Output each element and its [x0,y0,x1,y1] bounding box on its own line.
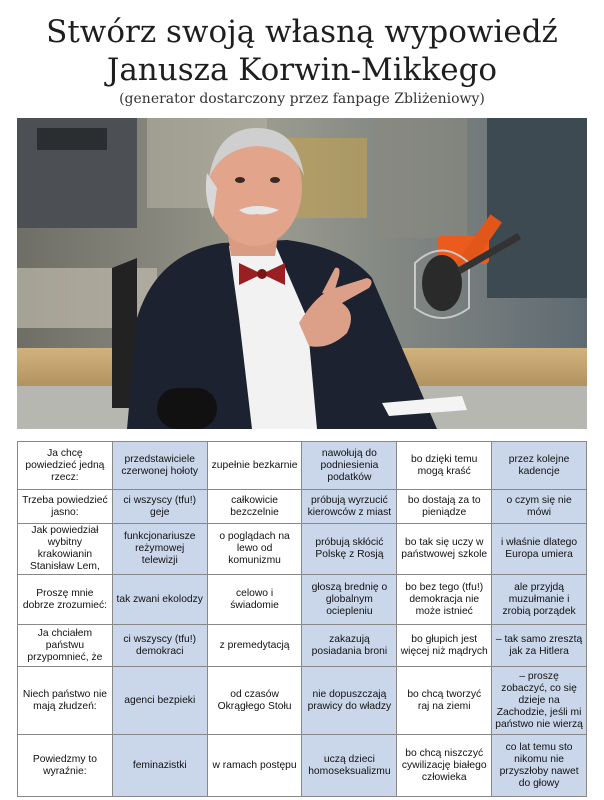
table-cell: agenci bezpieki [112,667,207,735]
table-cell: ale przyjdą muzułmanie i zrobią porządek [492,575,587,625]
table-row [18,524,587,575]
table-cell: o czym się nie mówi [492,490,587,524]
table-cell: Ja chcę powiedzieć jedną rzecz: [18,442,113,490]
table-cell: zakazują posiadania broni [302,625,397,667]
table-cell: celowo i świadomie [207,575,302,625]
table-cell: przedstawiciele czerwonej hołoty [112,442,207,490]
table-cell: bo tak się uczy w państwowej szkole [397,524,492,575]
table-cell: nie dopuszczają prawicy do władzy [302,667,397,735]
table-cell: o poglądach na lewo od komunizmu [207,524,302,575]
table-cell: feminazistki [112,735,207,797]
table-cell: ci wszyscy (tfu!) geje [112,490,207,524]
table-cell: całkowicie bezczelnie [207,490,302,524]
table-row [18,490,587,524]
table-cell: zupełnie bezkarnie [207,442,302,490]
statement-generator-table [17,441,587,797]
speaker-photo [17,118,587,429]
table-cell: od czasów Okrągłego Stołu [207,667,302,735]
table-cell: głoszą brednię o globalnym ociepleniu [302,575,397,625]
credit-line: (generator dostarczony przez fanpage Zbliżeniowy) [119,91,485,107]
table-cell: bo dostają za to pieniądze [397,490,492,524]
table-row [18,442,587,490]
table-row [18,575,587,625]
table-cell: co lat temu sto nikomu nie przyszłoby nawet do głowy [492,735,587,797]
table-row [18,735,587,797]
table-row [18,667,587,735]
table-cell: Trzeba powiedzieć jasno: [18,490,113,524]
table-cell: Ja chciałem państwu przypomnieć, że [18,625,113,667]
table-cell: bo chcą tworzyć raj na ziemi [397,667,492,735]
table-cell: próbują skłócić Polskę z Rosją [302,524,397,575]
table-cell: bo bez tego (tfu!) demokracja nie może istnieć [397,575,492,625]
table-cell: bo dzięki temu mogą kraść [397,442,492,490]
table-cell: funkcjonariusze reżymowej telewizji [112,524,207,575]
table-cell: uczą dzieci homoseksualizmu [302,735,397,797]
table-cell: nawołują do podniesienia podatków [302,442,397,490]
table-cell: i właśnie dlatego Europa umiera [492,524,587,575]
headline-line-1: Stwórz swoją własną wypowiedź [46,14,558,50]
table-cell: Niech państwo nie mają złudzeń: [18,667,113,735]
table-row [18,625,587,667]
table-cell: próbują wyrzucić kierowców z miast [302,490,397,524]
table-cell: – proszę zobaczyć, co się dzieje na Zachodzie, jeśli mi państwo nie wierzą [492,667,587,735]
table-cell: Proszę mnie dobrze zrozumieć: [18,575,113,625]
table-cell: z premedytacją [207,625,302,667]
table-cell: przez kolejne kadencje [492,442,587,490]
table-cell: bo głupich jest więcej niż mądrych [397,625,492,667]
table-cell: tak zwani ekolodzy [112,575,207,625]
headline-line-2: Janusza Korwin-Mikkego [106,52,498,88]
table-cell: – tak samo zresztą jak za Hitlera [492,625,587,667]
table-cell: Powiedzmy to wyraźnie: [18,735,113,797]
table-cell: bo chcą niszczyć cywilizację białego człowieka [397,735,492,797]
table-cell: ci wszyscy (tfu!) demokraci [112,625,207,667]
table-cell: Jak powiedział wybitny krakowianin Stanisław Lem, [18,524,113,575]
table-cell: w ramach postępu [207,735,302,797]
